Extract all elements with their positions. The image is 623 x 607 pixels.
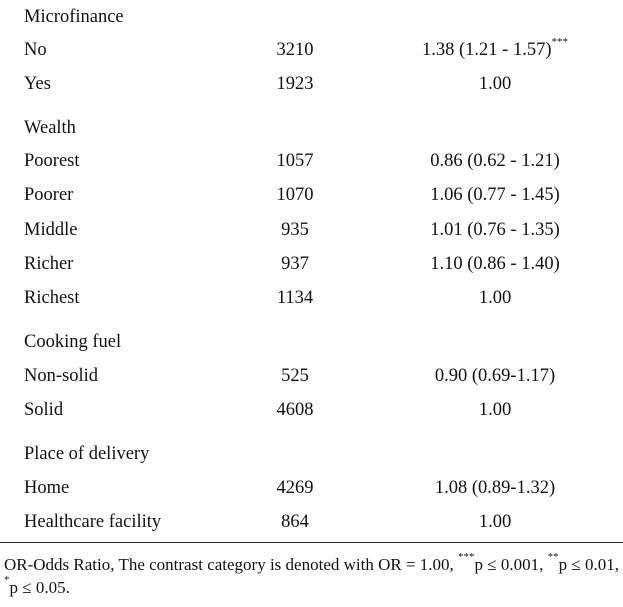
section-header-microfinance — [0, 3, 623, 31]
category-label: No — [24, 40, 47, 60]
table-row — [0, 70, 623, 98]
significance-marker: *** — [551, 35, 568, 48]
footnote-text: OR-Odds Ratio, The contrast category is denoted with OR = 1.00, — [4, 555, 459, 574]
odds-ratio-cell: 1.01 (0.76 - 1.35) — [430, 220, 560, 240]
odds-ratio-cell: 1.00 — [478, 512, 512, 532]
odds-ratio-cell — [370, 36, 620, 64]
odds-ratio-cell: 1.00 — [478, 400, 512, 420]
odds-ratio-value: 1.38 (1.21 - 1.57) — [422, 40, 552, 60]
category-label: Solid — [24, 400, 64, 420]
table-row — [0, 362, 623, 390]
category-label: Poorest — [24, 151, 80, 171]
count-cell: 1057 — [276, 151, 314, 171]
table-row — [0, 474, 623, 502]
odds-ratio-cell: 1.00 — [478, 74, 512, 94]
category-label: Richest — [24, 288, 80, 308]
odds-ratio-cell: 0.86 (0.62 - 1.21) — [430, 151, 560, 171]
table-row — [0, 396, 623, 424]
section-header-cooking-fuel — [0, 328, 623, 356]
section-label: Microfinance — [24, 7, 124, 27]
section-label: Cooking fuel — [24, 332, 122, 352]
table-row — [0, 508, 623, 536]
significance-marker: ** — [547, 551, 559, 564]
odds-ratio-cell: 1.06 (0.77 - 1.45) — [430, 185, 560, 205]
category-label: Richer — [24, 254, 74, 274]
count-cell: 1070 — [276, 185, 314, 205]
odds-ratio-cell: 1.08 (0.89-1.32) — [434, 478, 556, 498]
count-cell: 864 — [281, 512, 309, 532]
footnote-text: p ≤ 0.05. — [9, 578, 70, 597]
count-cell: 1923 — [276, 74, 314, 94]
count-cell: 935 — [281, 220, 309, 240]
section-label: Wealth — [24, 118, 76, 138]
footnote-text: p ≤ 0.01, — [558, 555, 619, 574]
category-label: Healthcare facility — [24, 512, 162, 532]
table-row — [0, 181, 623, 209]
table-row — [0, 36, 623, 64]
count-cell: 4608 — [276, 400, 314, 420]
table-footnote — [4, 553, 619, 599]
table-bottom-rule — [0, 542, 623, 543]
category-label: Non-solid — [24, 366, 98, 386]
odds-ratio-cell: 0.90 (0.69-1.17) — [434, 366, 556, 386]
section-label: Place of delivery — [24, 444, 150, 464]
category-label: Poorer — [24, 185, 74, 205]
significance-marker: *** — [458, 551, 475, 564]
count-cell: 3210 — [276, 40, 314, 60]
table-row — [0, 216, 623, 244]
odds-ratio-cell: 1.10 (0.86 - 1.40) — [430, 254, 560, 274]
count-cell: 525 — [281, 366, 309, 386]
footnote-text: p ≤ 0.001, — [474, 555, 548, 574]
category-label: Home — [24, 478, 70, 498]
category-label: Middle — [24, 220, 78, 240]
section-header-place-of-delivery — [0, 440, 623, 468]
count-cell: 4269 — [276, 478, 314, 498]
count-cell: 937 — [281, 254, 309, 274]
odds-ratio-cell: 1.00 — [478, 288, 512, 308]
count-cell: 1134 — [276, 288, 314, 308]
table-row — [0, 250, 623, 278]
significance-marker: * — [4, 574, 10, 587]
table-row — [0, 147, 623, 175]
table-row — [0, 284, 623, 312]
section-header-wealth — [0, 114, 623, 142]
category-label: Yes — [24, 74, 51, 94]
